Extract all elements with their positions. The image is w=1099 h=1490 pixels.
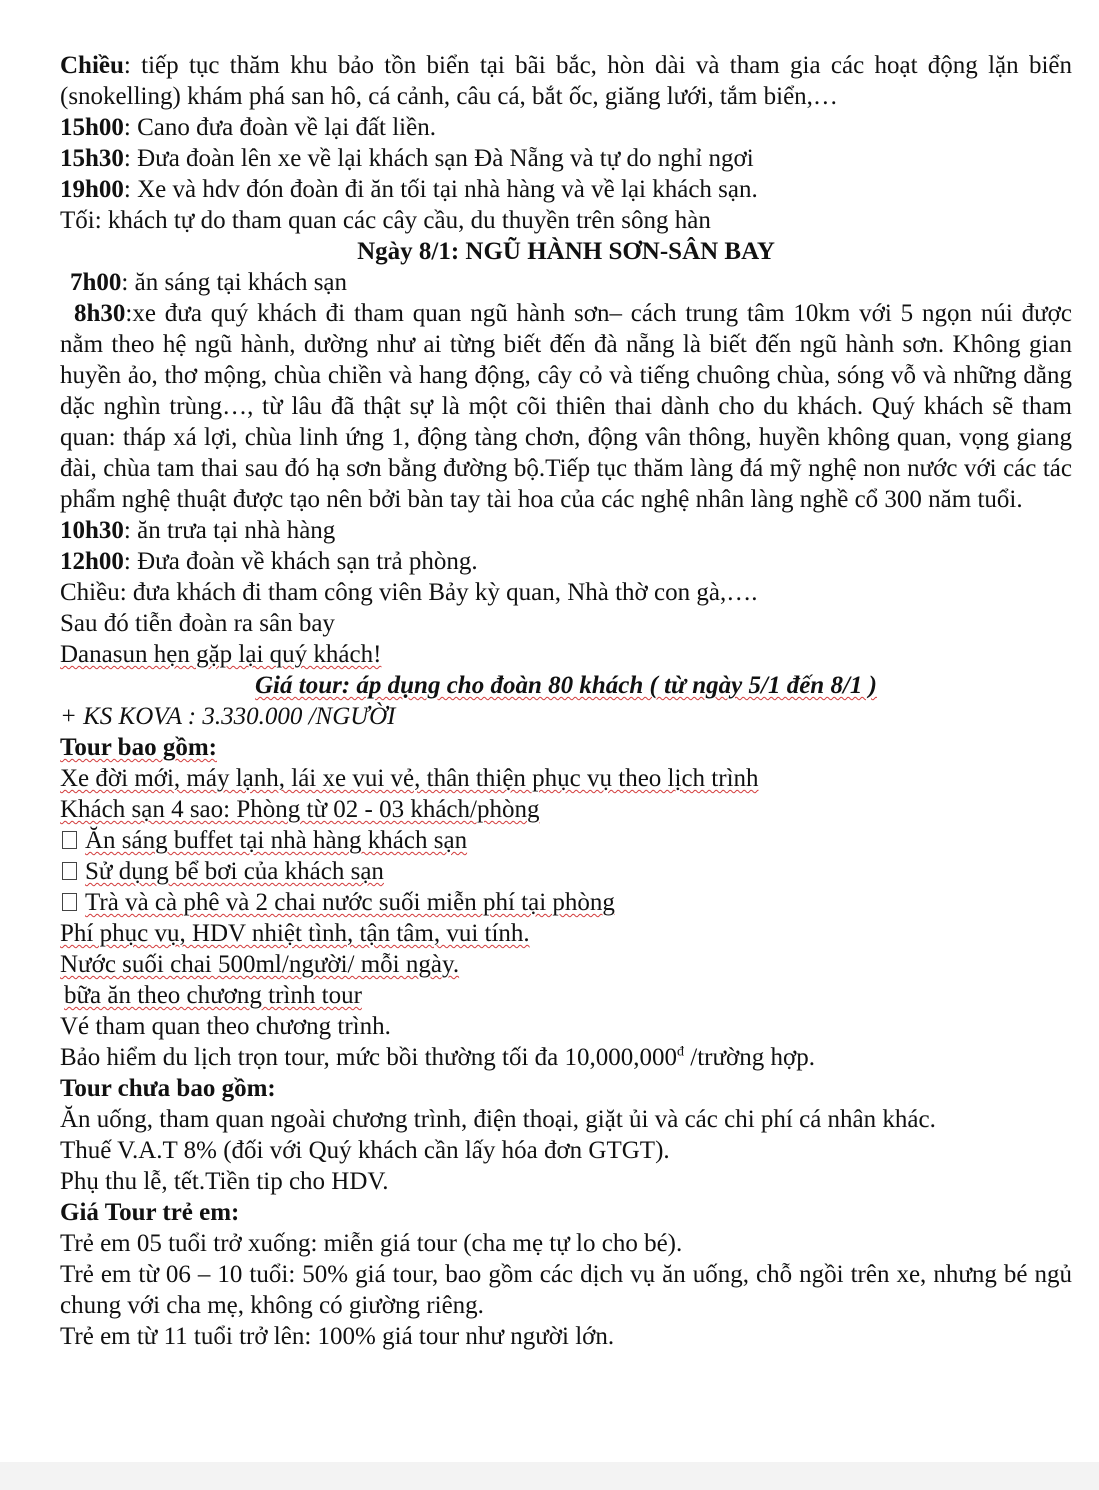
schedule-0830-paragraph <box>60 298 1072 515</box>
include-item-2-text: Khách sạn 4 sao: Phòng từ 02 - 03 khách/phòng <box>60 796 540 823</box>
afternoon2-text: Chiều: đưa khách đi tham công viên Bảy kỳ quan, Nhà thờ con gà,…. <box>60 579 758 606</box>
include-item-4 <box>60 856 1080 887</box>
text-1500: : Cano đưa đoàn về lại đất liền. <box>123 114 436 141</box>
children-item-3: Trẻ em từ 11 tuổi trở lên: 100% giá tour như người lớn. <box>60 1323 615 1350</box>
include-item-4-text: Sử dụng bể bơi của khách sạn <box>85 858 384 885</box>
include-item-5-text: Trà và cà phê và 2 chai nước suối miễn phí tại phòng <box>85 889 615 916</box>
checkbox-icon <box>62 831 77 849</box>
include-item-10 <box>60 1042 1080 1073</box>
text-1530: : Đưa đoàn lên xe về lại khách sạn Đà Nẵng và tự do nghỉ ngơi <box>123 145 754 172</box>
include-item-3 <box>60 825 1080 856</box>
airport-text: Sau đó tiễn đoàn ra sân bay <box>60 610 335 637</box>
time-1530: 15h30 <box>60 145 124 172</box>
time-0830: 8h30 <box>74 300 126 327</box>
includes-heading <box>60 732 1080 763</box>
include-item-3-text: Ăn sáng buffet tại nhà hàng khách sạn <box>85 827 468 854</box>
farewell-text <box>60 639 1080 670</box>
include-item-1 <box>60 763 1080 794</box>
children-heading: Giá Tour trẻ em: <box>60 1199 240 1226</box>
include-item-1-text: Xe đời mới, máy lạnh, lái xe vui vẻ, thân thiện phục vụ theo lịch trình <box>60 765 759 792</box>
schedule-1530 <box>60 143 1080 174</box>
day-heading: Ngày 8/1: NGŨ HÀNH SƠN-SÂN BAY <box>357 238 775 265</box>
time-1030: 10h30 <box>60 517 124 544</box>
dong-symbol: đ <box>677 1044 685 1060</box>
exclude-item-1: Ăn uống, tham quan ngoài chương trình, điện thoại, giặt ủi và các chi phí cá nhân khác. <box>60 1106 936 1133</box>
children-item-2: Trẻ em từ 06 – 10 tuổi: 50% giá tour, bao gồm các dịch vụ ăn uống, chỗ ngồi trên xe, nhưng bé ngủ chung với cha mẹ, không có giường riêng. <box>60 1261 1072 1319</box>
children-item-1: Trẻ em 05 tuổi trở xuống: miễn giá tour (cha mẹ tự lo cho bé). <box>60 1230 683 1257</box>
excludes-heading: Tour chưa bao gồm: <box>60 1075 276 1102</box>
include-item-10-suffix: /trường hợp. <box>690 1044 815 1071</box>
time-0700: 7h00 <box>70 269 122 296</box>
include-item-9: Vé tham quan theo chương trình. <box>60 1013 391 1040</box>
text-0700: : ăn sáng tại khách sạn <box>121 269 348 296</box>
time-1200: 12h00 <box>60 548 124 575</box>
text-1200: : Đưa đoàn về khách sạn trả phòng. <box>123 548 478 575</box>
text-1900: : Xe và hdv đón đoàn đi ăn tối tại nhà hàng và về lại khách sạn. <box>123 176 758 203</box>
include-item-8 <box>60 980 1080 1011</box>
price-heading <box>60 670 1072 701</box>
include-item-8-text: bữa ăn theo chương trình tour <box>64 982 362 1009</box>
farewell-text-span: Danasun hẹn gặp lại quý khách! <box>60 641 382 668</box>
include-item-7-text: Nước suối chai 500ml/người/ mỗi ngày. <box>60 951 460 978</box>
include-item-2 <box>60 794 1080 825</box>
page-bottom-shadow <box>0 1462 1099 1490</box>
exclude-item-3: Phụ thu lễ, tết.Tiền tip cho HDV. <box>60 1168 389 1195</box>
time-1900: 19h00 <box>60 176 124 203</box>
include-item-6-text: Phí phục vụ, HDV nhiệt tình, tận tâm, vui tính. <box>60 920 530 947</box>
schedule-1900 <box>60 174 1080 205</box>
schedule-1500 <box>60 112 1080 143</box>
text-1030: : ăn trưa tại nhà hàng <box>123 517 336 544</box>
schedule-1200 <box>60 546 1080 577</box>
schedule-0700 <box>60 267 1080 298</box>
afternoon-text: : tiếp tục thăm khu bảo tồn biển tại bãi bắc, hòn dài và tham gia các hoạt động lặn biển (snokelling) khám phá san hô, cá cảnh, câu cá, bắt ốc, giăng lưới, tắm biển,… <box>60 52 1072 110</box>
afternoon-label: Chiều <box>60 52 124 79</box>
include-item-5 <box>60 887 1080 918</box>
price-heading-text: Giá tour: áp dụng cho đoàn 80 khách ( từ ngày 5/1 đến 8/1 ) <box>255 672 877 699</box>
evening-text: Tối: khách tự do tham quan các cây cầu, du thuyền trên sông hàn <box>60 207 711 234</box>
exclude-item-2: Thuế V.A.T 8% (đối với Quý khách cần lấy hóa đơn GTGT). <box>60 1137 670 1164</box>
time-1500: 15h00 <box>60 114 124 141</box>
price-line: + KS KOVA : 3.330.000 /NGƯỜI <box>60 703 396 730</box>
checkbox-icon <box>62 893 77 911</box>
checkbox-icon <box>62 862 77 880</box>
schedule-1030 <box>60 515 1080 546</box>
include-item-10-text: Bảo hiểm du lịch trọn tour, mức bồi thường tối đa 10,000,000 <box>60 1044 678 1071</box>
include-item-6 <box>60 918 1080 949</box>
include-item-7 <box>60 949 1080 980</box>
afternoon-activity-paragraph <box>60 50 1072 112</box>
tour-itinerary-document <box>60 50 1080 1352</box>
includes-heading-text: Tour bao gồm: <box>60 734 217 761</box>
text-0830: :xe đưa quý khách đi tham quan ngũ hành sơn– cách trung tâm 10km với 5 ngọn núi được nằm theo hệ ngũ hành, dường như ai từng biết đến đà nẵng là biết đến ngũ hành sơn. Không gian huyền ảo, thơ mộng, chùa chiền và hang động, cây cỏ và tiếng chuông chùa, sóng vỗ và những dằng dặc nghìn trùng…, từ lâu đã thật sự là một cõi thiên thai dành cho du khách. Quý khách sẽ tham quan: tháp xá lợi, chùa linh ứng 1, động tàng chơn, động vân thông, huyền không quan, vọng giang đài, chùa tam thai sau đó hạ sơn bằng đường bộ.Tiếp tục thăm làng đá mỹ nghệ non nước với các tác phẩm nghệ thuật được tạo nên bởi bàn tay tài hoa của các nghệ nhân làng nghề cổ 300 năm tuổi. <box>60 300 1072 513</box>
